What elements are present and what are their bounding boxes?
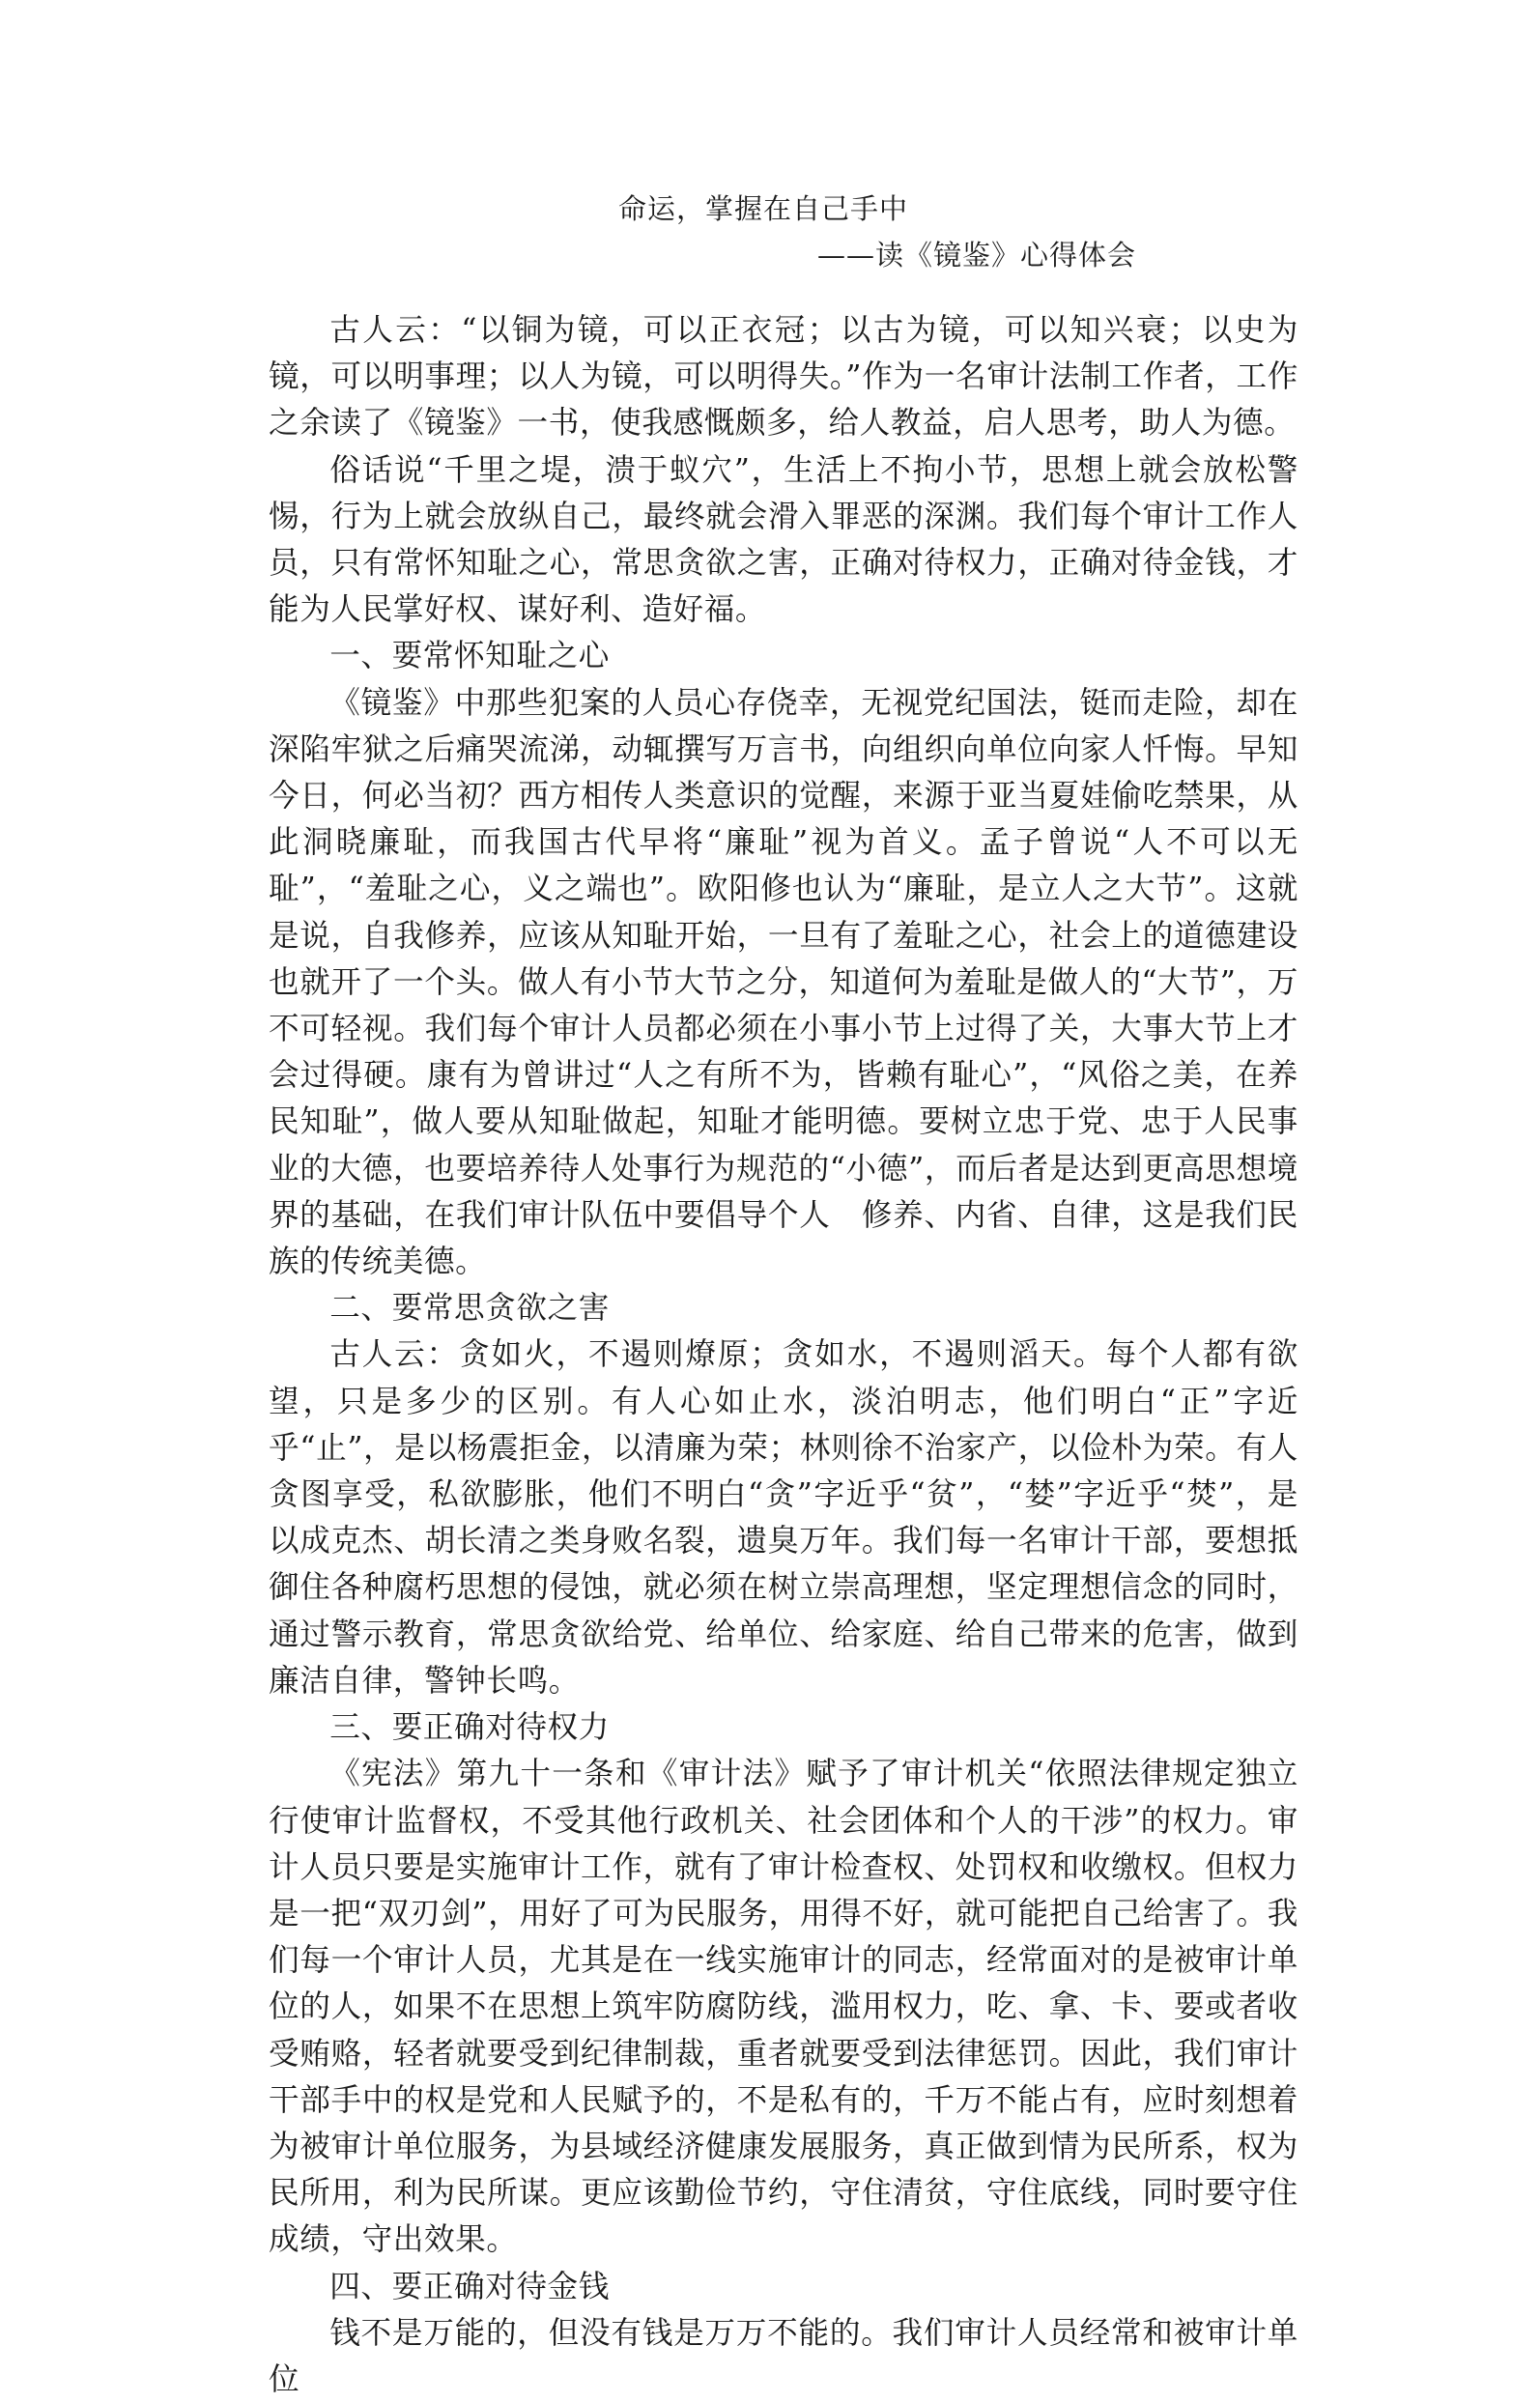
document-subtitle: ——读《镜鉴》心得体会 [817,239,1137,272]
section-heading-2: 二、要常思贪欲之害 [329,1291,610,1327]
paragraph-proverb: 俗话说“千里之堤，溃于蚁穴”，生活上不拘小节，思想上就会放松警惕，行为上就会放纵自己，最终就会滑入罪恶的深渊。我们每个审计工作人员，只有常怀知耻之心，常思贪欲之害，正确对待权力，正确对待金钱，才能为人民掌好权、谋好利、造好福。 [269,452,1298,628]
section-heading-1: 一、要常怀知耻之心 [329,639,610,674]
paragraph-section-2: 古人云：贪如火，不遏则燎原；贪如水，不遏则滔天。每个人都有欲望，只是多少的区别。有人心如止水，淡泊明志，他们明白“正”字近乎“止”，是以杨震拒金，以清廉为荣；林则徐不治家产，以俭朴为荣。有人贪图享受，私欲膨胀，他们不明白“贪”字近乎“贫”，“婪”字近乎“焚”，是以成克杰、胡长清之类身败名裂，遗臭万年。我们每一名审计干部，要想抵御住各种腐朽思想的侵蚀，就必须在树立崇高理想，坚定理想信念的同时，通过警示教育，常思贪欲给党、给单位、给家庭、给自己带来的危害，做到廉洁自律，警钟长鸣。 [269,1337,1298,1699]
paragraph-intro: 古人云：“以铜为镜，可以正衣冠；以古为镜，可以知兴衰；以史为镜，可以明事理；以人为镜，可以明得失。”作为一名审计法制工作者，工作之余读了《镜鉴》一书，使我感慨颇多，给人教益，启人思考，助人为德。 [269,313,1298,442]
paragraph-section-4: 钱不是万能的，但没有钱是万万不能的。我们审计人员经常和被审计单位 [269,2315,1298,2397]
paragraph-section-3: 《宪法》第九十一条和《审计法》赋予了审计机关“依照法律规定独立行使审计监督权，不受其他行政机关、社会团体和个人的干涉”的权力。审计人员只要是实施审计工作，就有了审计检查权、处罚权和收缴权。但权力是一把“双刃剑”，用好了可为民服务，用得不好，就可能把自己给害了。我们每一个审计人员，尤其是在一线实施审计的同志，经常面对的是被审计单位的人，如果不在思想上筑牢防腐防线，滥用权力，吃、拿、卡、要或者收受贿赂，轻者就要受到纪律制裁，重者就要受到法律惩罚。因此，我们审计干部手中的权是党和人民赋予的，不是私有的，千万不能占有，应时刻想着为被审计单位服务，为县域经济健康发展服务，真正做到情为民所系，权为民所用，利为民所谋。更应该勤俭节约，守住清贫，守住底线，同时要守住成绩，守出效果。 [269,1757,1298,2258]
section-heading-4: 四、要正确对待金钱 [329,2269,610,2304]
document-body [269,307,1298,2403]
document-title: 命运，掌握在自己手中 [618,192,909,225]
section-heading-3: 三、要正确对待权力 [329,1710,610,1746]
paragraph-section-1: 《镜鉴》中那些犯案的人员心存侥幸，无视党纪国法，铤而走险，却在深陷牢狱之后痛哭流涕，动辄撰写万言书，向组织向单位向家人忏悔。早知今日，何必当初？西方相传人类意识的觉醒，来源于亚当夏娃偷吃禁果，从此洞晓廉耻，而我国古代早将“廉耻”视为首义。孟子曾说“人不可以无耻”，“羞耻之心，义之端也”。欧阳修也认为“廉耻，是立人之大节”。这就是说，自我修养，应该从知耻开始，一旦有了羞耻之心，社会上的道德建设也就开了一个头。做人有小节大节之分，知道何为羞耻是做人的“大节”，万不可轻视。我们每个审计人员都必须在小事小节上过得了关，大事大节上才会过得硬。康有为曾讲过“人之有所不为，皆赖有耻心”，“风俗之美，在养民知耻”，做人要从知耻做起，知耻才能明德。要树立忠于党、忠于人民事业的大德，也要培养待人处事行为规范的“小德”，而后者是达到更高思想境界的基础，在我们审计队伍中要倡导个人 修养、内省、自律，这是我们民族的传统美德。 [269,685,1298,1280]
